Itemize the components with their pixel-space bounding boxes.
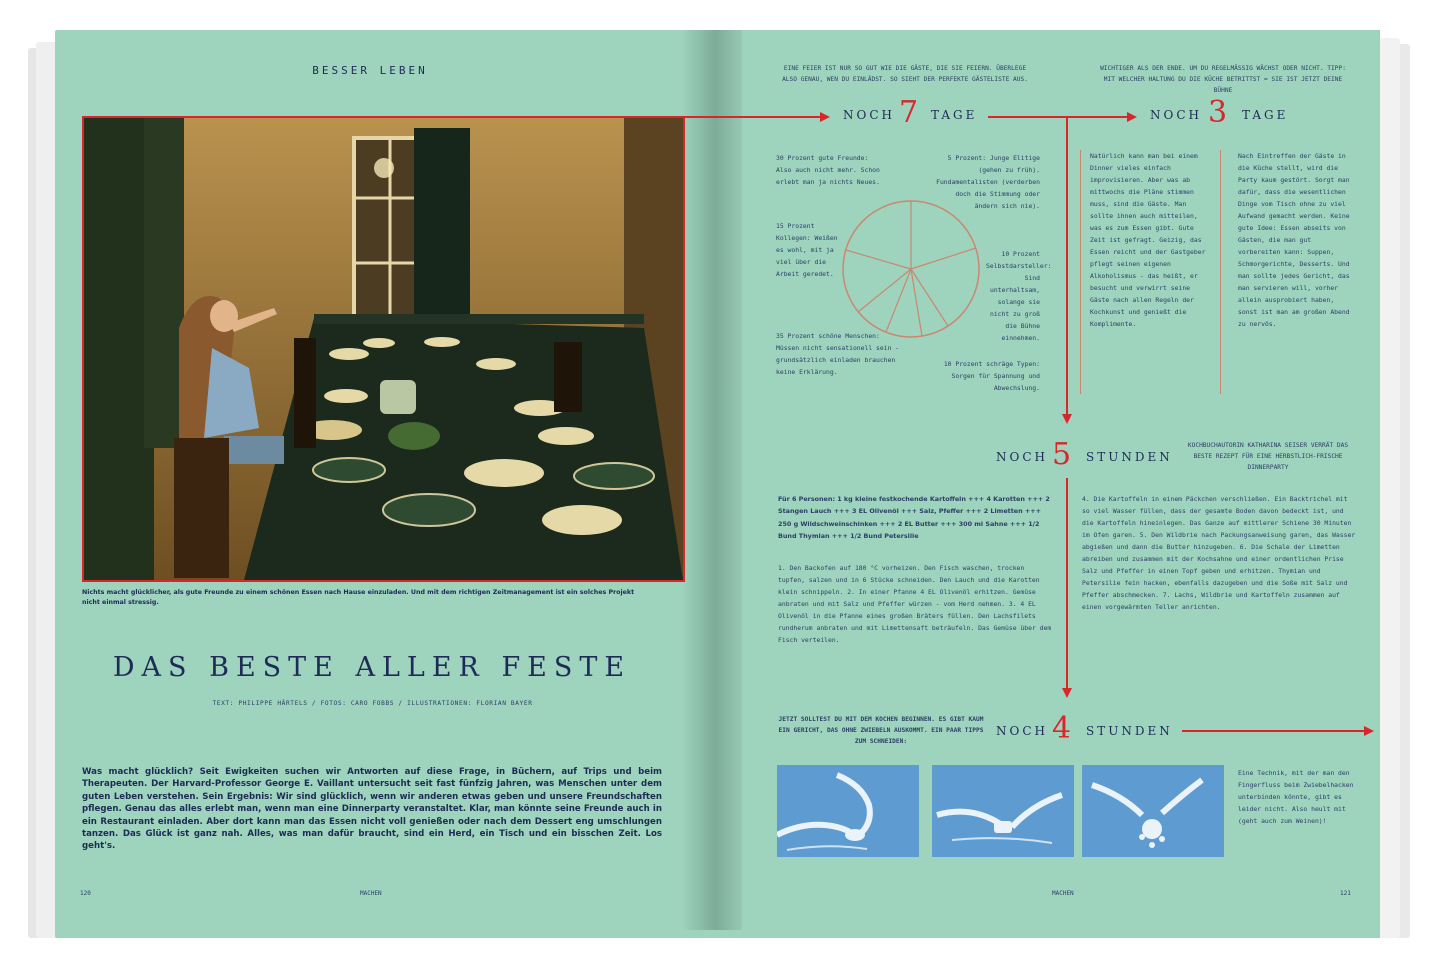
countdown-number: 4 — [1052, 711, 1072, 746]
arrow-head-down-4 — [1062, 688, 1072, 698]
four-hours-note: JETZT SOLLTEST DU MIT DEM KOCHEN BEGINNEN. ES GIBT KAUM EIN GERICHT, DAS OHNE ZWIEBELN AUSKOMMT. EIN PAAR TIPPS ZUM SCHNEIDEN: — [778, 716, 984, 745]
noch-label: NOCH — [996, 724, 1048, 738]
pie-label-beautiful: 35 Prozent schöne Menschen: Müssen nicht sensationell sein - grundsätzlich einladen brauchen keine Erklärung. — [776, 332, 900, 376]
pie-label-colleagues: 15 Prozent Kollegen: Weißen es wohl, mit ja viel über die Arbeit geredet. — [776, 222, 838, 278]
countdown-unit: STUNDEN — [1086, 724, 1173, 738]
ingredients: Für 6 Personen: 1 kg kleine festkochende Kartoffeln +++ 4 Karotten +++ 2 Stangen Lauch +++ 3 EL Olivenöl +++ Salz, Pfeffer +++ 2 Limetten +++ 250 g Wildschweinschinken +++ 2 EL Butter +++ 300 ml Sahne +++ 1/2 Bund Thymian +++ 1/2 Bund Petersilie — [778, 495, 1050, 541]
countdown-number: 7 — [899, 95, 919, 130]
dinner-party-photo — [84, 118, 683, 580]
countdown-unit: TAGE — [1242, 108, 1289, 122]
spine-shadow — [682, 30, 742, 930]
arrow-line-down-4 — [1066, 478, 1068, 688]
folio-section-left: MACHEN — [360, 890, 382, 897]
arrow-line-photo — [685, 116, 821, 118]
countdown-4-stunden — [996, 711, 1176, 748]
photo-caption: Nichts macht glücklicher, als gute Freunde zu einem schönen Essen nach Hause einzuladen. Und mit dem richtigen Zeitmanagement ist ein solches Projekt nicht einmal stressig. — [82, 589, 635, 606]
onion-illustration-3 — [1082, 765, 1224, 857]
folio-number-right: 121 — [1340, 890, 1351, 897]
countdown-number: 3 — [1208, 95, 1228, 130]
arrow-head-photo — [820, 112, 830, 122]
five-hours-note: KOCHBUCHAUTORIN KATHARINA SEISER VERRÄT DAS BESTE REZEPT FÜR EINE HERBSTLICH-FRISCHE DINNERPARTY — [1187, 442, 1349, 471]
countdown-number: 5 — [1052, 437, 1072, 472]
top-note-left: EINE FEIER IST NUR SO GUT WIE DIE GÄSTE, DIE SIE FEIERN. ÜBERLEGE ALSO GENAU, WEN DU EINLÄDST. SO SIEHT DER PERFEKTE GÄSTELISTE AUS. — [782, 65, 1028, 83]
credits: TEXT: PHILIPPE HÄRTELS / FOTOS: CARO FOBBS / ILLUSTRATIONEN: FLORIAN BAYER — [212, 700, 533, 707]
arrow-line-7-3 — [988, 116, 1128, 118]
onion-illustration-2 — [932, 765, 1074, 857]
guest-pie-chart — [838, 196, 984, 342]
noch-label: NOCH — [1150, 108, 1202, 122]
pie-label-young: 5 Prozent: Junge Elitige (gehen zu früh). Fundamentalisten (verderben doch die Stimmung oder ändern sich nie). — [936, 154, 1040, 210]
noch-label: NOCH — [843, 108, 895, 122]
intro-text: Was macht glücklich? Seit Ewigkeiten suchen wir Antworten auf diese Frage, in Büchern, auf Trips und beim Therapeuten. Der Harvard-Professor George E. Vaillant untersucht seit fast fünfzig Jahren, was Menschen unter dem guten Leben verstehen. Sein Ergebnis: Wir sind glücklich, wenn wir anderen etwas geben und unsere Freundschaften pflegen. Genau das alles erlebt man, wenn man eine Dinnerparty veranstaltet. Klar, man könnte seine Freunde auch in ein Restaurant einladen. Aber dort kann man das Essen nicht voll genießen oder nach dem Dessert eng umschlungen tanzen. Das Glück ist ganz nah. Alles, was man dafür braucht, sind ein Herd, ein Tisch und ein bisschen Zeit. Los geht's. — [82, 767, 662, 852]
noch-label: NOCH — [996, 450, 1048, 464]
countdown-7-tage — [843, 95, 983, 132]
pie-label-friends: 30 Prozent gute Freunde: Also auch nicht mehr. Schon erlebt man ja nichts Neues. — [776, 154, 880, 186]
folio-section-right: MACHEN — [1052, 890, 1074, 897]
running-head: BESSER LEBEN — [312, 64, 428, 77]
arrow-head-down-5 — [1062, 414, 1072, 424]
folio-number-left: 120 — [80, 890, 91, 897]
sketch-caption: Eine Technik, mit der man den Fingerfluss beim Zwiebelhacken unterbinden könnte, gibt es leider nicht. Also heult mit (geht auch zum Weinen)! — [1238, 769, 1354, 825]
pie-label-odd: 10 Prozent schräge Typen: Sorgen für Spannung und Abwechslung. — [943, 360, 1040, 392]
recipe-steps-right: 4. Die Kartoffeln in einem Päckchen verschließen. Ein Backtrichel mit so viel Wasser füllen, dass der gesamte Boden davon bedeckt ist, und die Kartoffeln hineinlegen. Das Ganze auf mittlerer Schiene 30 Minuten im Ofen garen. 5. Den Wildbrie nach Packungsanweisung garen, das Wasser abgießen und dann die Butter hinzugeben. 6. Die Schale der Limetten abreiben und zusammen mit der Kochsahne und einer ordentlichen Prise Salz und Pfeffer in einen Topf geben und erhitzen. Thymian und Petersilie fein hacken, ebenfalls dazugeben und die Soße mit Salz und Pfeffer abschmecken. 7. Lachs, Wildbrie und Kartoffeln zusammen auf einen vorgewärmten Teller anrichten. — [1082, 495, 1356, 611]
onion-illustration-1 — [777, 765, 919, 857]
arrow-line-4-out — [1182, 730, 1366, 732]
arrow-head-4-out — [1364, 726, 1374, 736]
tip-column-2: Nach Eintreffen der Gäste in die Küche stellt, wird die Party kaum gestört. Sorgt man dafür, dass die wesentlichen Dinge vom Tisch ohne zu viel Aufwand gemacht werden. Keine gute Idee: Essen abseits von Gästen, die man gut vorbereiten kann: Suppen, Schmorgerichte, Desserts. Und man sollte jedes Gericht, das man servieren will, vorher allein ausprobiert haben, sonst ist man am großen Abend zu nervös. — [1238, 152, 1350, 328]
arrow-head-3 — [1127, 112, 1137, 122]
countdown-3-tage — [1150, 95, 1290, 132]
hero-photo — [82, 116, 685, 582]
column-rule-right — [1220, 150, 1221, 394]
arrow-line-down-5 — [1066, 116, 1068, 416]
countdown-5-stunden — [996, 437, 1176, 474]
pie-label-selfpromoters: 10 Prozent Selbstdarsteller: Sind unterhaltsam, solange sie nicht zu groß die Bühne einnehmen. — [986, 250, 1052, 342]
headline: DAS BESTE ALLER FESTE — [112, 652, 632, 683]
recipe-steps-left: 1. Den Backofen auf 180 °C vorheizen. Den Fisch waschen, trocken tupfen, salzen und in 6 Stücke schneiden. Den Lauch und die Karotten klein schnippeln. 2. In einer Pfanne 4 EL Olivenöl erhitzen. Gemüse anbraten und mit Salz und Pfeffer würzen - vom Herd nehmen. 3. 4 EL Olivenöl in die Pfanne eines großen Bräters füllen. Den Lachsfilets rundherum anbraten und mit Limettensaft beträufeln. Das Gemüse über dem Fisch verteilen. — [778, 564, 1052, 644]
tip-column-1: Natürlich kann man bei einem Dinner vieles einfach improvisieren. Aber was ab mittwochs die Pläne stimmen muss, sind die Gäste. Man sollte ihnen auch mitteilen, was es zum Essen gibt. Gute Zeit ist gefragt. Geizig, das Essen reicht und der Gastgeber pflegt seinen eigenen Alkoholismus - das heißt, er besucht und verwirrt seine Gäste nach allen Regeln der Kochkunst und genießt die Komplimente. — [1090, 152, 1206, 328]
countdown-unit: STUNDEN — [1086, 450, 1173, 464]
top-note-right: WICHTIGER ALS DER ENDE. UM DU REGELMÄSSIG WÄCHST ODER NICHT. TIPP: MIT WELCHER HALTUNG DU DIE KÜCHE BETRITTST = SIE IST JETZT DEINE BÜHNE — [1100, 65, 1346, 94]
column-rule-left — [1080, 150, 1081, 394]
countdown-unit: TAGE — [931, 108, 978, 122]
